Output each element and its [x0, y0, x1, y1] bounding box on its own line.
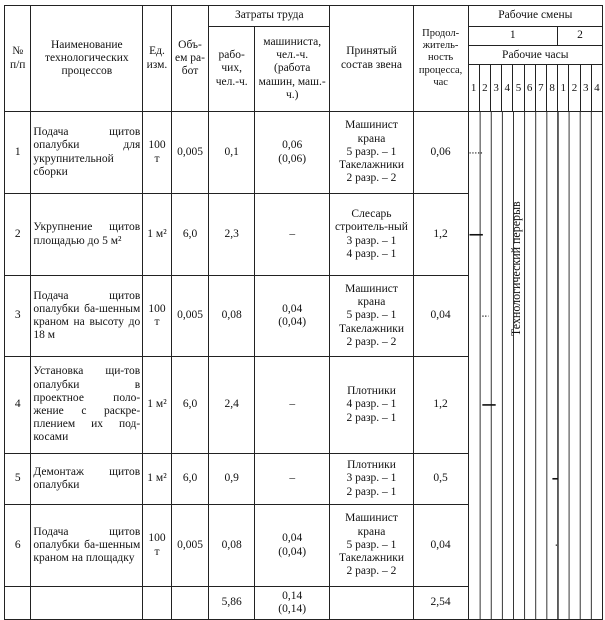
row-num: 1	[5, 112, 31, 194]
row-volume: 6,0	[171, 194, 209, 276]
row-crew: Плотники 3 разр. – 1 2 разр. – 1	[330, 454, 413, 505]
row-crew: Слесарь строитель-ный 3 разр. – 1 4 разр. – 1	[330, 194, 413, 276]
hour-labels	[469, 65, 602, 111]
gantt-grid	[469, 112, 602, 619]
row-duration: 0,04	[413, 505, 468, 587]
header-process: Наименование технологических процессов	[31, 6, 143, 112]
row-num: 4	[5, 357, 31, 454]
table-row	[5, 112, 603, 194]
row-volume: 6,0	[171, 454, 209, 505]
hour-label: 2	[480, 65, 491, 111]
row-crew: Машинист крана 5 разр. – 1 Такелажники 2 разр. – 2	[330, 276, 413, 357]
totals-empty	[5, 587, 31, 620]
row-unit: 1 м²	[143, 194, 171, 276]
row-duration: 1,2	[413, 194, 468, 276]
row-labor-machinist: 0,04 (0,04)	[255, 276, 330, 357]
total-labor-workers: 5,86	[209, 587, 255, 620]
row-labor-workers: 0,08	[209, 276, 255, 357]
work-schedule-document	[4, 5, 603, 615]
row-labor-workers: 0,1	[209, 112, 255, 194]
row-crew: Машинист крана 5 разр. – 1 Такелажники 2 разр. – 2	[330, 112, 413, 194]
row-volume: 0,005	[171, 112, 209, 194]
row-volume: 0,005	[171, 505, 209, 587]
header-working-hours: Рабочие часы	[469, 46, 602, 65]
header-volume: Объ-ем ра-бот	[171, 6, 209, 112]
row-unit: 100 т	[143, 112, 171, 194]
schedule-table	[4, 5, 603, 620]
row-labor-machinist: 0,06 (0,06)	[255, 112, 330, 194]
row-num: 5	[5, 454, 31, 505]
totals-empty	[171, 587, 209, 620]
row-unit: 100 т	[143, 276, 171, 357]
hour-label: 4	[502, 65, 513, 111]
row-process: Подача щитов опалубки ба-шенным краном на высоту до 18 м	[31, 276, 143, 357]
hour-label: 2	[569, 65, 580, 111]
row-crew: Машинист крана 5 разр. – 1 Такелажники 2 разр. – 2	[330, 505, 413, 587]
hour-label: 5	[513, 65, 524, 111]
row-labor-workers: 0,08	[209, 505, 255, 587]
row-duration: 0,5	[413, 454, 468, 505]
row-volume: 6,0	[171, 357, 209, 454]
hour-label: 8	[547, 65, 558, 111]
totals-empty	[330, 587, 413, 620]
hour-label: 1	[558, 65, 569, 111]
row-labor-machinist: –	[255, 357, 330, 454]
header-labor-machinist: машиниста, чел.-ч. (работа машин, маш.-ч.)	[255, 27, 330, 112]
hour-label: 3	[491, 65, 502, 111]
totals-empty	[143, 587, 171, 620]
hours-header-block	[468, 46, 602, 112]
gantt-area	[468, 112, 602, 620]
hour-label: 1	[469, 65, 480, 111]
row-labor-workers: 2,4	[209, 357, 255, 454]
row-duration: 1,2	[413, 357, 468, 454]
header-labor-cost: Затраты труда	[209, 6, 330, 27]
row-labor-machinist: 0,04 (0,04)	[255, 505, 330, 587]
hour-label: 7	[536, 65, 547, 111]
header-unit: Ед. изм.	[143, 6, 171, 112]
row-labor-machinist: –	[255, 454, 330, 505]
hour-label: 6	[525, 65, 536, 111]
totals-empty	[31, 587, 143, 620]
total-duration: 2,54	[413, 587, 468, 620]
row-process: Демонтаж щитов опалубки	[31, 454, 143, 505]
total-labor-machinist: 0,14 (0,14)	[255, 587, 330, 620]
row-unit: 1 м²	[143, 357, 171, 454]
row-labor-workers: 0,9	[209, 454, 255, 505]
technological-break-label: Технологический перерыв	[508, 201, 523, 337]
row-process: Укрупнение щитов площадью до 5 м²	[31, 194, 143, 276]
hour-label: 4	[594, 82, 600, 94]
row-volume: 0,005	[171, 276, 209, 357]
header-crew: Принятый состав звена	[330, 6, 413, 112]
row-labor-machinist: –	[255, 194, 330, 276]
row-num: 3	[5, 276, 31, 357]
row-process: Подача щитов опалубки ба-шенным краном на площадку	[31, 505, 143, 587]
row-num: 6	[5, 505, 31, 587]
hour-label: 3	[581, 65, 592, 111]
row-process: Установка щи-тов опалубки в проектное поло-жение с раскре-плением их под-косами	[31, 357, 143, 454]
row-unit: 100 т	[143, 505, 171, 587]
row-crew: Плотники 4 разр. – 1 2 разр. – 1	[330, 357, 413, 454]
header-labor-workers: рабо-чих, чел.-ч.	[209, 27, 255, 112]
header-shift-1: 1	[468, 27, 557, 46]
row-unit: 1 м²	[143, 454, 171, 505]
row-duration: 0,04	[413, 276, 468, 357]
header-shifts: Рабочие смены	[468, 6, 602, 27]
header-shift-2: 2	[557, 27, 602, 46]
row-process: Подача щитов опалубки для укрупнительной сборки	[31, 112, 143, 194]
header-num: № п/п	[5, 6, 31, 112]
row-labor-workers: 2,3	[209, 194, 255, 276]
header-duration: Продол-житель-ность процесса, час	[413, 6, 468, 112]
row-num: 2	[5, 194, 31, 276]
row-duration: 0,06	[413, 112, 468, 194]
